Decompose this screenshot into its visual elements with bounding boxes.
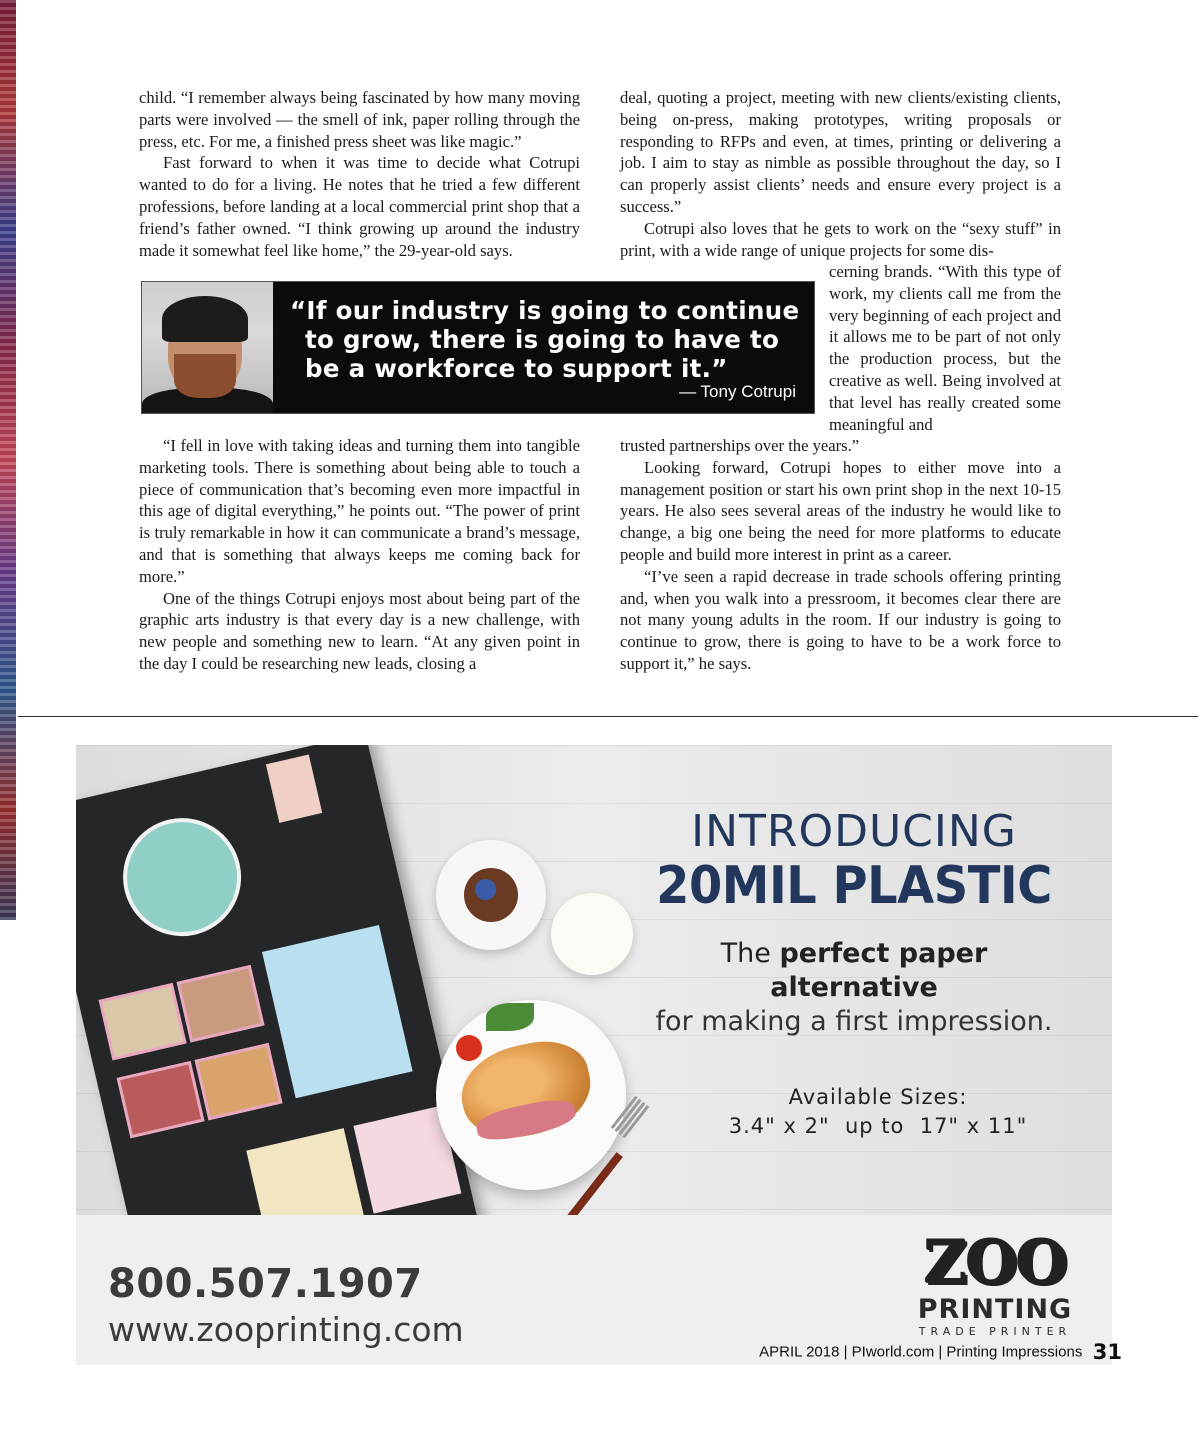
zoo-printing-advertisement — [76, 745, 1112, 1365]
pull-quote — [141, 281, 815, 414]
cupcake-image — [436, 840, 546, 950]
portrait-photo — [142, 282, 273, 413]
ad-tagline — [644, 937, 1064, 1039]
ad-website: www.zooprinting.com — [108, 1310, 464, 1349]
ad-main-title: 20MIL PLASTIC — [656, 856, 1052, 916]
article-paragraph: “I’ve seen a rapid decrease in trade schools offering printing and, when you walk into a pressroom, it becomes clear there are not many young adults in the room. If our industry is going to continue to grow, there is going to have to be a work force to support it,” he says. — [620, 566, 1061, 673]
ad-tagline-prefix: The — [720, 938, 780, 969]
coffee-cup-image — [551, 893, 633, 975]
article-paragraph: child. “I remember always being fascinated by how many moving parts were involved — the smell of ink, paper rolling through the press, etc. For me, a finished press sheet was like magic.” — [139, 88, 580, 151]
folio-text: APRIL 2018 | PIworld.com | Printing Impressions — [759, 1343, 1083, 1361]
article-paragraph: deal, quoting a project, meeting with new clients/existing clients, being on-press, making prototypes, writing proposals or responding to RFPs and even, at times, printing or delivering a job. I aim to stay as nimble as possible throughout the day, so I can properly assist clients’ needs and ensure every project is a success.” — [620, 88, 1061, 216]
article-column-right-top — [620, 87, 1061, 261]
article-column-left-top — [139, 87, 580, 261]
article-paragraph: trusted partnerships over the years.” — [620, 436, 860, 455]
ad-headline — [624, 807, 1084, 915]
ad-product-photo — [76, 745, 1112, 1215]
pull-quote-line: “If our industry is going to continue — [290, 296, 800, 325]
ad-sizes-value: 3.4" x 2" up to 17" x 11" — [728, 1114, 1028, 1138]
ad-tagline-line2: for making a first impression. — [655, 1006, 1053, 1037]
article-paragraph: Looking forward, Cotrupi hopes to either move into a management position or start his own print shop in the next 10-15 years. He also sees several areas of the industry he would like to change, a big one being the need for more platforms to educate people and build more interest in print as a career. — [620, 457, 1061, 564]
article-column-right-wrap — [829, 261, 1061, 435]
page-number: 31 — [1092, 1340, 1122, 1364]
page-footer — [759, 1340, 1122, 1364]
zoo-printing-logo — [910, 1228, 1080, 1339]
logo-mark: ZOO — [910, 1233, 1080, 1293]
ad-phone-number: 800.507.1907 — [108, 1261, 423, 1307]
article-paragraph: Cotrupi also loves that he gets to work on the “sexy stuff” in print, with a wide range of unique projects for some dis- — [620, 218, 1061, 260]
section-divider — [18, 716, 1198, 717]
ad-intro: INTRODUCING — [691, 806, 1017, 857]
article-paragraph: “I fell in love with taking ideas and turning them into tangible marketing tools. There is something about being able to touch a piece of communication that’s becoming even more impactful in this age of digital everything,” he points out. “The power of print is truly remarkable in how it can communicate a brand’s message, and that is something that always keeps me coming back for more.” — [139, 436, 580, 586]
article-column-left-bottom — [139, 435, 580, 675]
logo-name: PRINTING — [917, 1294, 1073, 1325]
article-paragraph: One of the things Cotrupi enjoys most about being part of the graphic arts industry is that every day is a new challenge, with new people and something new to learn. “At any given point in the day I could be researching new leads, closing a — [139, 588, 580, 673]
pull-quote-line: to grow, there is going to have to — [305, 325, 780, 354]
page-edge-color-bar — [0, 0, 16, 920]
pull-quote-text — [290, 296, 800, 383]
article-column-right-bottom — [620, 435, 1061, 675]
ad-sizes-label: Available Sizes: — [788, 1085, 968, 1109]
ad-tagline-bold: perfect paper alternative — [770, 938, 988, 1003]
pull-quote-line: be a workforce to support it.” — [305, 354, 728, 383]
article-paragraph: cerning brands. “With this type of work, my clients call me from the very beginning of each project and it allows me to be part of not only the production process, but the creative as well. Being involved at that level has really created some meaningful and — [829, 262, 1061, 434]
ad-sizes — [698, 1083, 1058, 1141]
pull-quote-attribution: — Tony Cotrupi — [679, 382, 796, 401]
logo-subtitle: TRADE PRINTER — [918, 1325, 1072, 1338]
article-paragraph: Fast forward to when it was time to decide what Cotrupi wanted to do for a living. He notes that he tried a few different professions, before landing at a local commercial print shop that a friend’s father owned. “I think growing up around the industry made it somewhat feel like home,” the 29-year-old says. — [139, 153, 580, 260]
